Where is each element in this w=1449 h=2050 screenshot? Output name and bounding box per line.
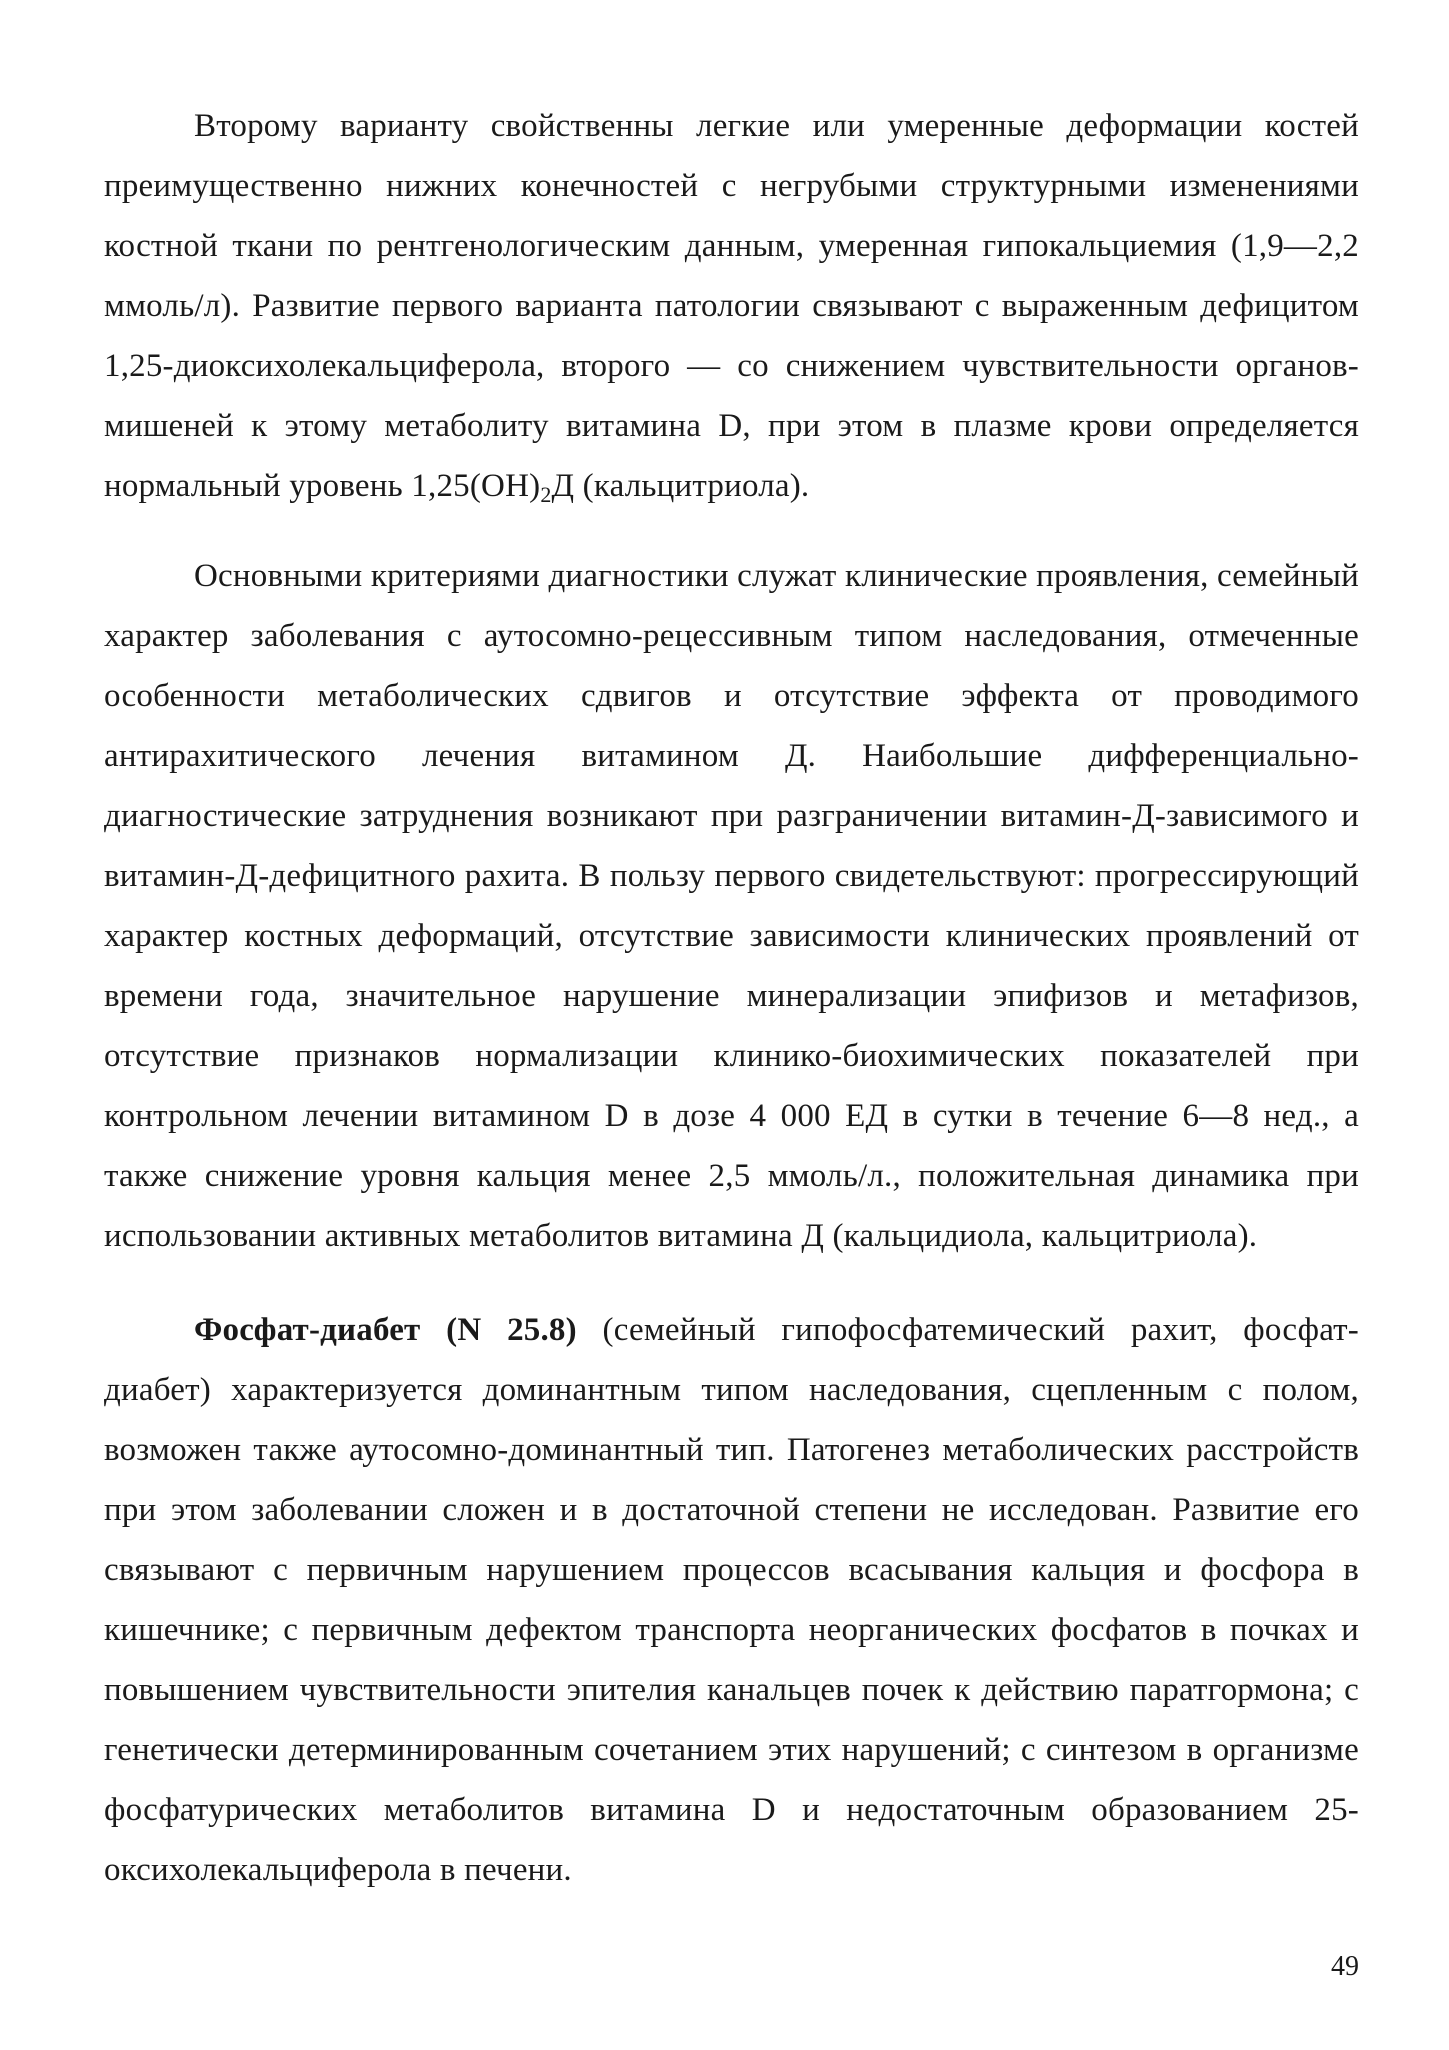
paragraph-text: Второму варианту свойственны легкие или умеренные деформации костей преимущественно нижних конечностей с негрубыми структурными изменениями костной ткани по рентгенологическим данным, умеренная гипокальциемия (1,9—2,2 ммоль/л). Развитие первого варианта патологии связывают с выраженным дефицитом 1,25-диоксихолекальциферола, второго — со снижением чувствительности органов-мишеней к этому метаболиту витамина D, при этом в плазме крови определяется нормальный уровень 1,25(ОН)	[104, 108, 1359, 504]
paragraph-variant-two	[104, 96, 1359, 516]
paragraph-text: (семейный гипофосфатемический рахит, фосфат-диабет) характеризуется доминантным типом наследования, сцепленным с полом, возможен также аутосомно-доминантный тип. Патогенез метаболических расстройств при этом заболевании сложен и в достаточной степени не исследован. Развитие его связывают с первичным нарушением процессов всасывания кальция и фосфора в кишечнике; с первичным дефектом транспорта неорганических фосфатов в почках и повышением чувствительности эпителия канальцев почек к действию паратгормона; с генетически детерминированным сочетанием этих нарушений; с синтезом в организме фосфатурических метаболитов витамина D и недостаточным образованием 25-оксихолекальциферола в печени.	[104, 1312, 1359, 1888]
section-heading-inline: Фосфат-диабет (N 25.8)	[194, 1312, 577, 1348]
paragraph-diagnostic-criteria	[104, 546, 1359, 1266]
subscript: 2	[540, 482, 552, 507]
paragraph-text-tail: Д (кальцитриола).	[551, 468, 810, 504]
paragraph-text: Основными критериями диагностики служат клинические проявления, семейный характер заболевания с аутосомно-рецессивным типом наследования, отмеченные особенности метаболических сдвигов и отсутствие эффекта от проводимого антирахитического лечения витамином Д. Наибольшие дифференциально-диагностические затруднения возникают при разграничении витамин-Д-зависимого и витамин-Д-дефицитного рахита. В пользу первого свидетельствуют: прогрессирующий характер костных деформаций, отсутствие зависимости клинических проявлений от времени года, значительное нарушение минерализации эпифизов и метафизов, отсутствие признаков нормализации клинико-биохимических показателей при контрольном лечении витамином D в дозе 4 000 ЕД в сутки в течение 6—8 нед., а также снижение уровня кальция менее 2,5 ммоль/л., положительная динамика при использовании активных метаболитов витамина Д (кальцидиола, кальцитриола).	[104, 558, 1360, 1254]
page-number: 49	[1331, 1951, 1359, 1982]
paragraph-phosphate-diabetes	[104, 1300, 1359, 1900]
document-body	[104, 96, 1359, 1900]
